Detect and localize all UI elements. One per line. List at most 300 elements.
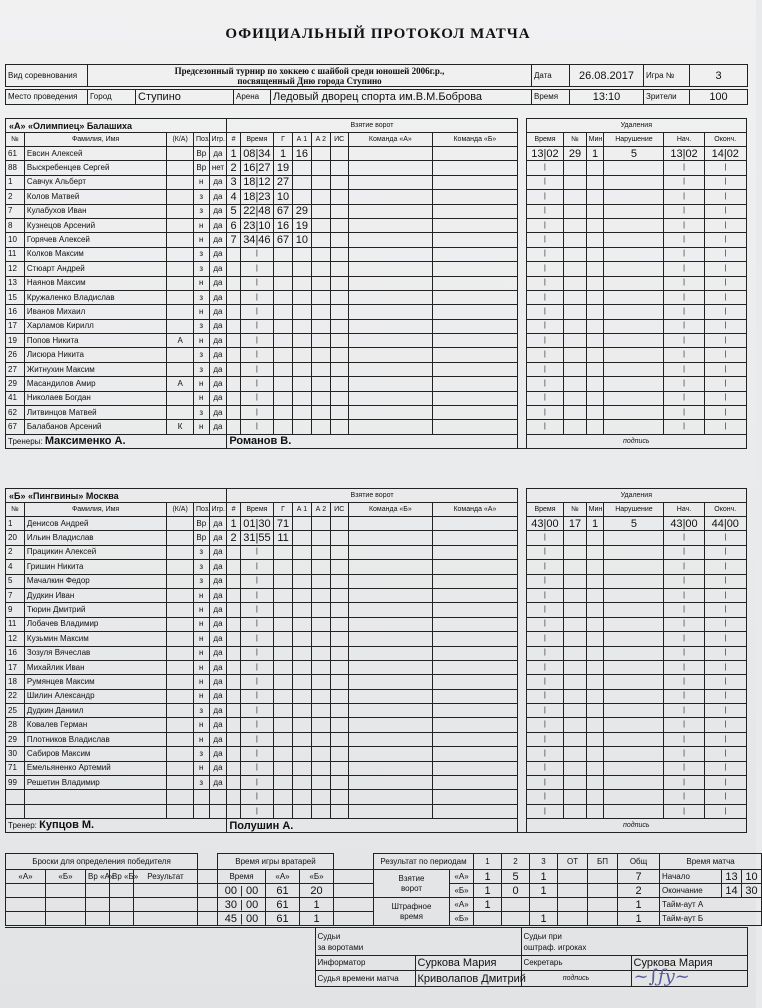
- player-number: 13: [6, 276, 25, 290]
- coach-signature-label: подпись: [526, 819, 746, 833]
- player-captain-mark: [167, 545, 194, 559]
- pim-a-total: 1: [618, 898, 660, 912]
- goal-assist-1: 16: [292, 147, 311, 161]
- player-number: 29: [6, 732, 25, 746]
- player-captain-mark: [167, 247, 194, 261]
- player-position: з: [193, 362, 209, 376]
- col-pen-num: №: [564, 133, 586, 147]
- player-name: Румянцев Максим: [24, 675, 166, 689]
- player-captain-mark: [167, 218, 194, 232]
- player-name: Михайлик Иван: [24, 660, 166, 674]
- goal-scorer: 1: [274, 147, 293, 161]
- player-played: да: [209, 732, 227, 746]
- player-position: з: [193, 319, 209, 333]
- pim-b-tag: «Б»: [450, 912, 474, 926]
- goal-time: 22|48: [240, 204, 273, 218]
- player-name: Литвинцов Матвей: [24, 406, 166, 420]
- penalty-foul-code: 5: [604, 147, 664, 161]
- player-played: да: [209, 362, 227, 376]
- gk-row-1-time: 00 | 00: [218, 884, 266, 898]
- goals-b-total: 2: [618, 884, 660, 898]
- col-name: Фамилия, Имя: [24, 503, 166, 517]
- penalty-start: 43|00: [664, 517, 704, 531]
- goal-situation: [330, 147, 348, 161]
- player-position: н: [193, 391, 209, 405]
- player-captain-mark: [167, 632, 194, 646]
- goal-situation: [330, 517, 348, 531]
- player-position: з: [193, 348, 209, 362]
- player-captain-mark: [167, 689, 194, 703]
- match-time-title: Время матча: [660, 854, 762, 870]
- player-played: да: [209, 545, 227, 559]
- player-position: н: [193, 276, 209, 290]
- player-captain-mark: [167, 675, 194, 689]
- end-minute: 30: [742, 884, 762, 898]
- player-played: да: [209, 262, 227, 276]
- summary-section: [5, 853, 758, 987]
- goal-situation: [330, 161, 348, 175]
- player-captain-mark: [167, 348, 194, 362]
- pim-a-p1: 1: [474, 898, 502, 912]
- col-goal-g: Г: [274, 133, 293, 147]
- pim-a-tag: «А»: [450, 898, 474, 912]
- pim-a-p2: [502, 898, 530, 912]
- player-position: н: [193, 718, 209, 732]
- player-name: Ильин Владислав: [24, 531, 166, 545]
- col-team-second: Команда «А»: [433, 503, 518, 517]
- goal-assist-1: [293, 517, 312, 531]
- player-position: з: [193, 545, 209, 559]
- player-captain-mark: [167, 305, 194, 319]
- goal-time: 08|34: [240, 147, 273, 161]
- player-captain-mark: [167, 732, 194, 746]
- team-b-title: «Б» «Пингвины» Москва: [6, 489, 227, 503]
- player-position: н: [193, 420, 209, 434]
- player-played: да: [209, 290, 227, 304]
- player-position: н: [193, 646, 209, 660]
- player-position: н: [193, 218, 209, 232]
- col-pen-min: Мин: [586, 503, 604, 517]
- col-num: №: [6, 503, 25, 517]
- player-name: Кузнецов Арсений: [24, 218, 166, 232]
- coach-name: Купцов М.: [39, 819, 95, 832]
- player-position: з: [193, 262, 209, 276]
- goals-b-ot: [558, 884, 588, 898]
- col-pos: Поз.: [193, 503, 209, 517]
- goals-b-tag: «Б»: [450, 884, 474, 898]
- gk-row-2-time: 30 | 00: [218, 898, 266, 912]
- goal-scorer: 67: [274, 204, 293, 218]
- player-played: да: [209, 218, 227, 232]
- gk-row-1-b: 20: [300, 884, 334, 898]
- player-captain-mark: А: [167, 377, 194, 391]
- player-played: да: [209, 517, 227, 531]
- penalty-minutes: 1: [586, 147, 604, 161]
- team-a-goals-header: Взятие ворот: [227, 119, 517, 133]
- player-name: Емельяненко Артемий: [24, 761, 166, 775]
- player-name: Иванов Михаил: [24, 305, 166, 319]
- player-position: з: [193, 574, 209, 588]
- player-number: 41: [6, 391, 25, 405]
- gk-row-2-b: 1: [300, 898, 334, 912]
- player-number: 99: [6, 776, 25, 790]
- col-pen-start: Нач.: [664, 133, 704, 147]
- player-captain-mark: [167, 776, 194, 790]
- goals-b-so: [588, 884, 618, 898]
- goal-scorer: 16: [274, 218, 293, 232]
- goal-assist-2: [311, 161, 330, 175]
- player-number: 11: [6, 617, 25, 631]
- player-name: Савчук Альберт: [24, 175, 166, 189]
- penalty-minutes: 1: [586, 517, 604, 531]
- player-position: н: [193, 675, 209, 689]
- player-name: Працикин Алексей: [24, 545, 166, 559]
- goal-assist-2: [311, 175, 330, 189]
- gk-row-3-time: 45 | 00: [218, 912, 266, 926]
- team-b-goals-header: Взятие ворот: [227, 489, 517, 503]
- col-goal-is: ИС: [330, 503, 348, 517]
- player-played: да: [209, 531, 227, 545]
- goal-time: 34|46: [240, 233, 273, 247]
- player-position: н: [193, 175, 209, 189]
- player-number: 26: [6, 348, 25, 362]
- team-a-penalties-header: Удаления: [526, 119, 746, 133]
- player-number: 15: [6, 290, 25, 304]
- player-captain-mark: [167, 319, 194, 333]
- signature-scribble: ~∫ƒy~: [633, 966, 690, 987]
- player-played: да: [209, 276, 227, 290]
- penalty-foul-code: 5: [604, 517, 664, 531]
- game-number-value: 3: [690, 65, 748, 87]
- player-number: 11: [6, 247, 25, 261]
- signature-label: подпись: [521, 971, 631, 987]
- goal-scorer: 27: [274, 175, 293, 189]
- goal-time: 18|12: [240, 175, 273, 189]
- spectators-value: 100: [690, 90, 748, 105]
- player-played: да: [209, 603, 227, 617]
- secretary-value: Суркова Мария: [631, 956, 747, 971]
- col-pen-foul: Нарушение: [604, 503, 664, 517]
- player-number: 16: [6, 646, 25, 660]
- player-number: 7: [6, 204, 25, 218]
- goal-number: 2: [227, 531, 240, 545]
- player-position: Вр: [193, 531, 209, 545]
- goal-assist-2: [311, 218, 330, 232]
- player-number: 8: [6, 218, 25, 232]
- player-captain-mark: [167, 531, 194, 545]
- venue-label: Место проведения: [6, 90, 88, 105]
- player-captain-mark: [167, 747, 194, 761]
- goal-assist-2: [311, 233, 330, 247]
- coach-cell: Тренеры: Максименко А.: [6, 434, 227, 448]
- player-position: н: [193, 660, 209, 674]
- player-number: 28: [6, 718, 25, 732]
- player-number: 30: [6, 747, 25, 761]
- penalty-time: 43|00: [526, 517, 564, 531]
- player-number: 12: [6, 262, 25, 276]
- col-pen-start: Нач.: [664, 503, 704, 517]
- player-number: 1: [6, 175, 25, 189]
- game-number-label: Игра №: [644, 65, 690, 87]
- player-name: Наянов Максим: [24, 276, 166, 290]
- goal-time: 01|30: [240, 517, 273, 531]
- goal-number: 5: [227, 204, 240, 218]
- goal-time: 31|55: [240, 531, 273, 545]
- player-number: 25: [6, 704, 25, 718]
- player-captain-mark: [167, 233, 194, 247]
- player-captain-mark: [167, 276, 194, 290]
- player-name: Сабиров Максим: [24, 747, 166, 761]
- so-col-result: Результат: [134, 870, 198, 884]
- goal-situation: [330, 175, 348, 189]
- player-name: Масандилов Амир: [24, 377, 166, 391]
- player-played: да: [209, 305, 227, 319]
- goal-assist-1: [292, 175, 311, 189]
- goal-assist-1: [292, 161, 311, 175]
- gk-row-3-b: 1: [300, 912, 334, 926]
- player-captain-mark: [167, 204, 194, 218]
- penalty-end: 14|02: [704, 147, 746, 161]
- col-team-first: Команда «Б»: [348, 503, 433, 517]
- penalty-judges-label: Судьи при оштраф. игроках: [521, 928, 747, 956]
- match-header: [5, 64, 747, 105]
- goal-number: 1: [227, 147, 240, 161]
- player-position: з: [193, 704, 209, 718]
- player-number: 71: [6, 761, 25, 775]
- secretary-label: Секретарь: [521, 956, 631, 971]
- coach-cell: Тренер: Купцов М.: [6, 819, 227, 833]
- period-ot-header: ОТ: [558, 854, 588, 870]
- gk-col-a: «А»: [266, 870, 300, 884]
- col-ka: (К/А): [167, 133, 194, 147]
- player-position: з: [193, 290, 209, 304]
- player-played: да: [209, 704, 227, 718]
- time-value: 13:10: [570, 90, 644, 105]
- player-captain-mark: [167, 603, 194, 617]
- player-played: да: [209, 377, 227, 391]
- player-position: н: [193, 334, 209, 348]
- col-num: №: [6, 133, 25, 147]
- pim-a-p3: [530, 898, 558, 912]
- player-captain-mark: [167, 617, 194, 631]
- player-number: 19: [6, 334, 25, 348]
- player-number: 61: [6, 147, 25, 161]
- gk-row-2-a: 61: [266, 898, 300, 912]
- player-name: Кузьмин Максим: [24, 632, 166, 646]
- player-number: 7: [6, 588, 25, 602]
- penalty-start: 13|02: [664, 147, 704, 161]
- goal-number: 4: [227, 190, 240, 204]
- player-played: да: [209, 406, 227, 420]
- player-number: 17: [6, 660, 25, 674]
- col-team-first: Команда «А»: [348, 133, 433, 147]
- player-played: да: [209, 689, 227, 703]
- player-played: да: [209, 646, 227, 660]
- pim-row-label: Штрафное время: [374, 898, 450, 926]
- goal-assist-1: 29: [292, 204, 311, 218]
- player-position: н: [193, 617, 209, 631]
- goal-number: 3: [227, 175, 240, 189]
- player-name: Решетин Владимир: [24, 776, 166, 790]
- player-number: 12: [6, 632, 25, 646]
- goal-assist-1: 10: [292, 233, 311, 247]
- period-1-header: 1: [474, 854, 502, 870]
- player-captain-mark: [167, 391, 194, 405]
- player-name: Евсин Алексей: [24, 147, 166, 161]
- player-position: з: [193, 406, 209, 420]
- team-b-penalties-header: Удаления: [526, 489, 746, 503]
- player-name: Ковалев Герман: [24, 718, 166, 732]
- coach-signature-label: подпись: [526, 434, 746, 448]
- player-captain-mark: [167, 362, 194, 376]
- period-total-header: Общ: [618, 854, 660, 870]
- pim-a-so: [588, 898, 618, 912]
- penalty-time: 13|02: [526, 147, 564, 161]
- competition-value: Предсезонный турнир по хоккею с шайбой среди юношей 2006г.р., посвященный Дню города Ступино: [88, 65, 532, 87]
- player-captain-mark: [167, 290, 194, 304]
- player-name: Дудкин Иван: [24, 588, 166, 602]
- player-captain-mark: [167, 175, 194, 189]
- timekeeper-value: Криволапов Дмитрий: [415, 971, 521, 987]
- gk-row-3-a: 61: [266, 912, 300, 926]
- so-col-gk-b: Вр «Б»: [110, 870, 134, 884]
- player-position: н: [193, 603, 209, 617]
- penalty-player: 17: [564, 517, 586, 531]
- col-team-second: Команда «Б»: [433, 133, 518, 147]
- period-2-header: 2: [502, 854, 530, 870]
- goal-number: 7: [227, 233, 240, 247]
- goal-number: 6: [227, 218, 240, 232]
- player-played: да: [209, 660, 227, 674]
- player-played: да: [209, 175, 227, 189]
- player-name: Плотников Владислав: [24, 732, 166, 746]
- col-goal-a1: А 1: [292, 133, 311, 147]
- player-number: 20: [6, 531, 25, 545]
- penalty-player: 29: [564, 147, 586, 161]
- goals-a-so: [588, 870, 618, 884]
- goal-time: 16|27: [240, 161, 273, 175]
- player-position: н: [193, 632, 209, 646]
- player-number: 2: [6, 545, 25, 559]
- player-played: нет: [209, 161, 227, 175]
- player-name: Харламов Кирилл: [24, 319, 166, 333]
- player-name: Стюарт Андрей: [24, 262, 166, 276]
- player-number: 67: [6, 420, 25, 434]
- timeout-b-label: Тайм-аут Б: [660, 912, 762, 926]
- goal-judges-label: Судьи за воротами: [315, 928, 521, 956]
- goal-time: 18|23: [240, 190, 273, 204]
- goal-situation: [330, 233, 348, 247]
- player-name: Дудкин Даниил: [24, 704, 166, 718]
- player-position: з: [193, 747, 209, 761]
- player-name: Шилин Александр: [24, 689, 166, 703]
- so-col-b: «Б»: [46, 870, 86, 884]
- player-position: н: [193, 732, 209, 746]
- player-captain-mark: [167, 574, 194, 588]
- goal-assist-1: [292, 190, 311, 204]
- pim-b-p3: 1: [530, 912, 558, 926]
- player-played: да: [209, 747, 227, 761]
- start-label: Начало: [660, 870, 722, 884]
- player-number: 17: [6, 319, 25, 333]
- gk-col-time: Время: [218, 870, 266, 884]
- player-position: Вр: [193, 517, 209, 531]
- player-played: да: [209, 588, 227, 602]
- player-captain-mark: [167, 161, 194, 175]
- so-col-gk-a: Вр «А»: [86, 870, 110, 884]
- goal-assist-2: [311, 190, 330, 204]
- goal-assist-1: 19: [292, 218, 311, 232]
- informer-label: Информатор: [315, 956, 415, 971]
- timekeeper-label: Судья времени матча: [315, 971, 415, 987]
- player-number: 2: [6, 190, 25, 204]
- player-number: 9: [6, 603, 25, 617]
- player-number: 62: [6, 406, 25, 420]
- col-goal-is: ИС: [330, 133, 348, 147]
- goals-a-total: 7: [618, 870, 660, 884]
- team-b-section: «Б» «Пингвины» Москва Взятие ворот Удаления № Фамилия, Имя (К/А) Поз. Игр. # Время Г А 1 А 2 ИС Команда «Б» Команда «А» Время № Мин Нарушение Нач. Оконч. 1 Денисов Андрей Вр да 1 01|30 71 43|00 17 1 5 43|00 44|00 20 Ильин Владислав Вр да 2 31|55 11 | | | 2 Працикин Алексей з да | | | | 4 Гришин Никита з да | | | | 5 Мачалкин Федор з да | | | | 7 Дудкин Иван н да | | | | 9 Тюрин Дмитрий н да | | | | 11 Лобачев Владимир н да | | | | 12 Кузьмин Максим н да | | | | 16 Зозуля Вячеслав н да | | | | 17 Михайлик Иван н да | | | | 18 Румянцев Максим н да | | | | 22 Шилин Александр н да | | | | 25 Дудкин Даниил з да | | | | 28 Ковалев Герман н да | | | | 29 Плотников Владислав н да | | | | 30 Сабиров Максим з да | | | | 71 Емельяненко Артемий н да | | | | 99 Решетин Владимир з да | | | | | | | | | | | | Тренер: Купцов М. Полушин А. подпись: [5, 488, 747, 833]
- col-ka: (К/А): [167, 503, 194, 517]
- city-value: Ступино: [136, 90, 234, 105]
- start-hour: 13: [722, 870, 742, 884]
- col-name: Фамилия, Имя: [24, 133, 166, 147]
- player-played: да: [209, 617, 227, 631]
- goal-scorer: 67: [274, 233, 293, 247]
- player-number: 10: [6, 233, 25, 247]
- col-goal-a1: А 1: [293, 503, 312, 517]
- player-played: да: [209, 776, 227, 790]
- start-minute: 10: [742, 870, 762, 884]
- goals-a-p2: 5: [502, 870, 530, 884]
- player-captain-mark: [167, 588, 194, 602]
- goal-scorer: 10: [274, 190, 293, 204]
- player-name: Кружаленко Владислав: [24, 290, 166, 304]
- player-played: да: [209, 560, 227, 574]
- date-value: 26.08.2017: [570, 65, 644, 87]
- player-played: да: [209, 420, 227, 434]
- player-played: да: [209, 247, 227, 261]
- player-played: да: [209, 574, 227, 588]
- col-goal-n: #: [227, 133, 240, 147]
- goal-assist-2: [311, 147, 330, 161]
- player-position: з: [193, 190, 209, 204]
- col-pen-time: Время: [526, 133, 564, 147]
- player-position: з: [193, 204, 209, 218]
- player-name: Горячев Алексей: [24, 233, 166, 247]
- player-position: н: [193, 761, 209, 775]
- player-number: 18: [6, 675, 25, 689]
- player-captain-mark: [167, 704, 194, 718]
- col-pen-end: Оконч.: [704, 503, 746, 517]
- player-captain-mark: [167, 761, 194, 775]
- player-captain-mark: А: [167, 334, 194, 348]
- col-pen-foul: Нарушение: [604, 133, 664, 147]
- team-a-section: «А» «Олимпиец» Балашиха Взятие ворот Удаления № Фамилия, Имя (К/А) Поз. Игр. # Время Г А 1 А 2 ИС Команда «А» Команда «Б» Время № Мин Нарушение Нач. Оконч. 61 Евсин Алексей Вр да 1 08|34 1 16 13|02 29 1 5 13|02 14|02 88 Выскребенцев Сергей Вр нет 2 16|27 19 | | | 1 Савчук Альберт н да 3 18|12 27 | | | 2 Колов Матвей з да 4 18|23 10 | | | 7 Кулабухов Иван з да 5 22|48 67 29 | | | 8 Кузнецов Арсений н да 6 23|10 16 19 | | | 10 Горячев Алексей н да 7 34|46 67 10 | | | 11 Колков Максим з да | | | | 12 Стюарт Андрей з да | | | | 13 Наянов Максим н да | | | | 15 Кружаленко Владислав з да | | | | 16 Иванов Михаил н да | | | | 17 Харламов Кирилл з да | | | | 19 Попов Никита А н да | | | | 26 Лисюра Никита з да | | | | 27 Житнухин Максим з да | | | | 29 Масандилов Амир А н да | | | | 41 Николаев Богдан н да | | | | 62 Литвинцов Матвей з да | | | | 67 Балабанов Арсений К н да | | | | Тренеры: Максименко А. Романов В. подпись: [5, 118, 747, 449]
- col-pen-end: Оконч.: [704, 133, 746, 147]
- goals-b-p3: 1: [530, 884, 558, 898]
- col-igr: Игр.: [209, 133, 227, 147]
- col-goal-a2: А 2: [311, 133, 330, 147]
- city-label: Город: [88, 90, 136, 105]
- player-name: Мачалкин Федор: [24, 574, 166, 588]
- player-position: н: [193, 588, 209, 602]
- player-captain-mark: К: [167, 420, 194, 434]
- player-captain-mark: [167, 262, 194, 276]
- player-position: н: [193, 689, 209, 703]
- goal-assist-1: [293, 531, 312, 545]
- col-goal-time: Время: [240, 133, 273, 147]
- pim-a-ot: [558, 898, 588, 912]
